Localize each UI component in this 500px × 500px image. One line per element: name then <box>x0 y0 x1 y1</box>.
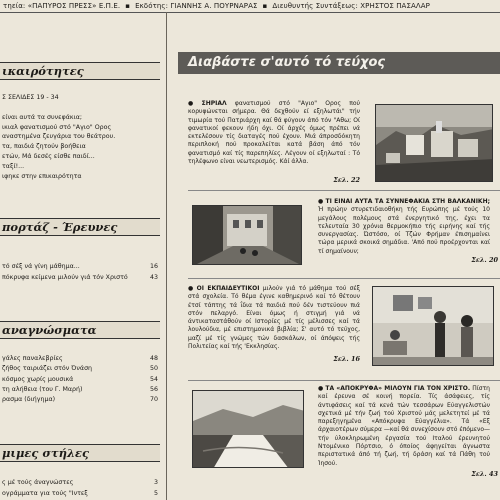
contents-row[interactable]: ρασμα (διήγημα) 70 <box>2 396 158 403</box>
teaser-text: ● ΟΙ ΕΚΠΑΙΔΕΥΤΙΚΟΙ μιλούν γιά τό μάθημα τού σέξ στά σχολεία. Τό θέμα έγινε καθημερινό καί τό θέτουν έτσί τάπτης τά ΐδια τά παιδιά πού δέν τιστεύουν πιά στόν πελαργό. Είναι όμως ή στιγμή γιά νά άντικαταστάθούν οί Ιστορίες μέ τίς μέλισσες καί τά λουλούδια, μέ επιστημονικά βιβλία; Σ' αυτό τό τεύχος, μαζί μέ τίς γνώμες τών δασκάλων, οί άπόψεις τής Πολιτείας καί τής 'Εκκλησίας. <box>188 285 360 351</box>
contents-row[interactable]: ιφηκε στην επικαιρότητα <box>2 173 82 180</box>
contents-row[interactable]: ικιαλ φανατισμού στό "Αγιο" Ορος <box>2 124 112 131</box>
contents-row[interactable]: Σ ΣΕΛΙΔΕΣ 19 - 34 <box>2 94 59 101</box>
bullet-icon: ● <box>318 198 324 205</box>
contents-row[interactable]: γάλες παναλεβρίες 48 <box>2 355 158 362</box>
contents-row[interactable]: ογράμματα για τούς "Ιντεξ 5 <box>2 490 158 497</box>
teaser-text: ● ΣΗΡΙΑΛ φανατισμού στό "Αγιο" Ορος πού κορυφώνεται σήμερα. Θά δεχθούν εί εξηλωτάι" τήν τιμωρία τού Πατριάρχη καί θά φύγουν άπό τόν "Αθω; Οί φανατικοί φεκουν ήδη όχι. Οί άρχές όμως πρέπει νά εκτελέσουν τίς διαταγές πού έχουν. Μιά άπροσδόκητη περιπλοκή πού προκαλείται κατά βάση άπό τόν φανατισμό καί τίς παρεπηλίες. Λέγουν οί εξηλωταί : Τό τηλέφωνο είναι νεωτερισμός. Κάί άλλα. <box>188 100 360 166</box>
contents-row[interactable]: τη αλήθεια (του Γ. Μαρή) 56 <box>2 386 158 393</box>
contents-row[interactable]: κόσμος χωρίς μουσικά 54 <box>2 376 158 383</box>
bullet-icon: ● <box>188 100 200 107</box>
contents-row[interactable]: τό σέξ νά γίνη μάθημα... 16 <box>2 263 158 270</box>
editor-info: Εκδότης: ΓΙΑΝΝΗΣ Α. ΠΟΥΡΝΑΡΑΣ <box>135 2 258 10</box>
landscape-photo <box>192 390 304 468</box>
street-photo <box>192 205 302 265</box>
column-divider <box>166 12 167 500</box>
masthead-line <box>0 0 500 13</box>
page-reference: Σελ. 20 <box>471 256 498 264</box>
section-title-current: ικαιρότητες <box>0 62 160 80</box>
publisher-info: τηεία: «ΠΑΠΥΡΟΣ ΠΡΕΣΣ» Ε.Π.Ε. <box>3 2 121 10</box>
contents-row[interactable]: τα, παιδιά ζητούν βοήθεια <box>2 143 86 150</box>
classroom-photo <box>372 286 494 366</box>
teaser-text: ● ΤΙ ΕΙΝΑΙ ΑΥΤΑ ΤΑ ΣΥΝΝΕΦΑΚΙΑ ΣΤΗ ΒΑΛΚΑΝΙΚΗ; Ή πρώην στυρετιδαιοθήκη τής Ευρώπης μέ τούς 10 μεγάλους πολέμους στά ένεργητικό της, έχει τα τελευταία 30 χρόνια θερμοκήπιο τής ειρήνης καί τής συνεργασίας. Ώστόσο, οί Τζών Φρήμαν έπισημαίνει τώρα μερικά σκοικά σημάδια. 'Από πού προέρχονται καί τί σημαίνουν; <box>318 198 490 255</box>
contents-row[interactable]: πόκρυφα κείμενα μιλούν γιά τόν Χριστό 43 <box>2 274 158 281</box>
bullet-icon: ● <box>188 285 195 292</box>
teaser-text: ● ΤΑ «ΑΠΟΚΡΥΦΑ» ΜΙΛΟΥΝ ΓΙΑ ΤΟΝ ΧΡΙΣΤΟ. Πίστη καί έρευνα σέ κοινή πορεία. Τίς άσάφειες, τίς άντιφάσεις καί τά κενά τών τεσσάρων Εύαγγελιστών σχετικά μέ τήν ζωή τού Χριστού μάς μελετητεί μέ τά παρεξηγημένα «Απόκρυφα Εύαγγέλια». Τά «Εξ άρχαιοτέρων σύμερα —καί θά συνεχίσουν στό έπόμενο— τήν ύλοκληρωμένη έργασία τού Ιταλού έρευνητού Ντομένικο Πόρτσιο, ό όποίος άφηγείται άγνωστα περιστατικά άπό τή ζωή, τή δράση καί τά Πάθη τού Ίησού. <box>318 385 490 467</box>
contents-row[interactable]: ζήθος ταιριάζει στόν Όνάση 50 <box>2 365 158 372</box>
section-title-reportage: πορτάζ - Έρευνες <box>0 218 160 236</box>
divider <box>188 190 500 191</box>
section-title-columns: μιμες στήλες <box>0 444 160 462</box>
page-reference: Σελ. 16 <box>333 355 360 363</box>
section-title-readings: αναγνώσματα <box>0 321 160 339</box>
bullet-icon: ● <box>318 385 324 392</box>
contents-row[interactable]: ς μέ τούς άναγνώστες 3 <box>2 479 158 486</box>
page-reference: Σελ. 22 <box>333 176 360 184</box>
monastery-photo <box>375 104 493 182</box>
director-info: Διευθυντής Συντάξεως: ΧΡΗΣΤΟΣ ΠΑΣΑΛΑΡ <box>272 2 430 10</box>
divider <box>188 278 500 279</box>
separator-icon: ▪ <box>262 2 268 10</box>
divider <box>188 380 500 381</box>
contents-row[interactable]: αναστημένα ζευγάρια του θεάτρου. <box>2 133 116 140</box>
contents-row[interactable]: είναι αυτά τα συνεφάκια; <box>2 114 82 121</box>
contents-row[interactable]: ταξί!... <box>2 163 25 170</box>
contents-row[interactable]: ετών, Μά δεσές είσθε παιδί... <box>2 153 95 160</box>
separator-icon: ▪ <box>125 2 131 10</box>
in-this-issue-banner: Διαβάστε σ'αυτό τό τεύχος <box>178 52 500 74</box>
contents-column <box>0 40 162 500</box>
page-reference: Σελ. 43 <box>471 470 498 478</box>
